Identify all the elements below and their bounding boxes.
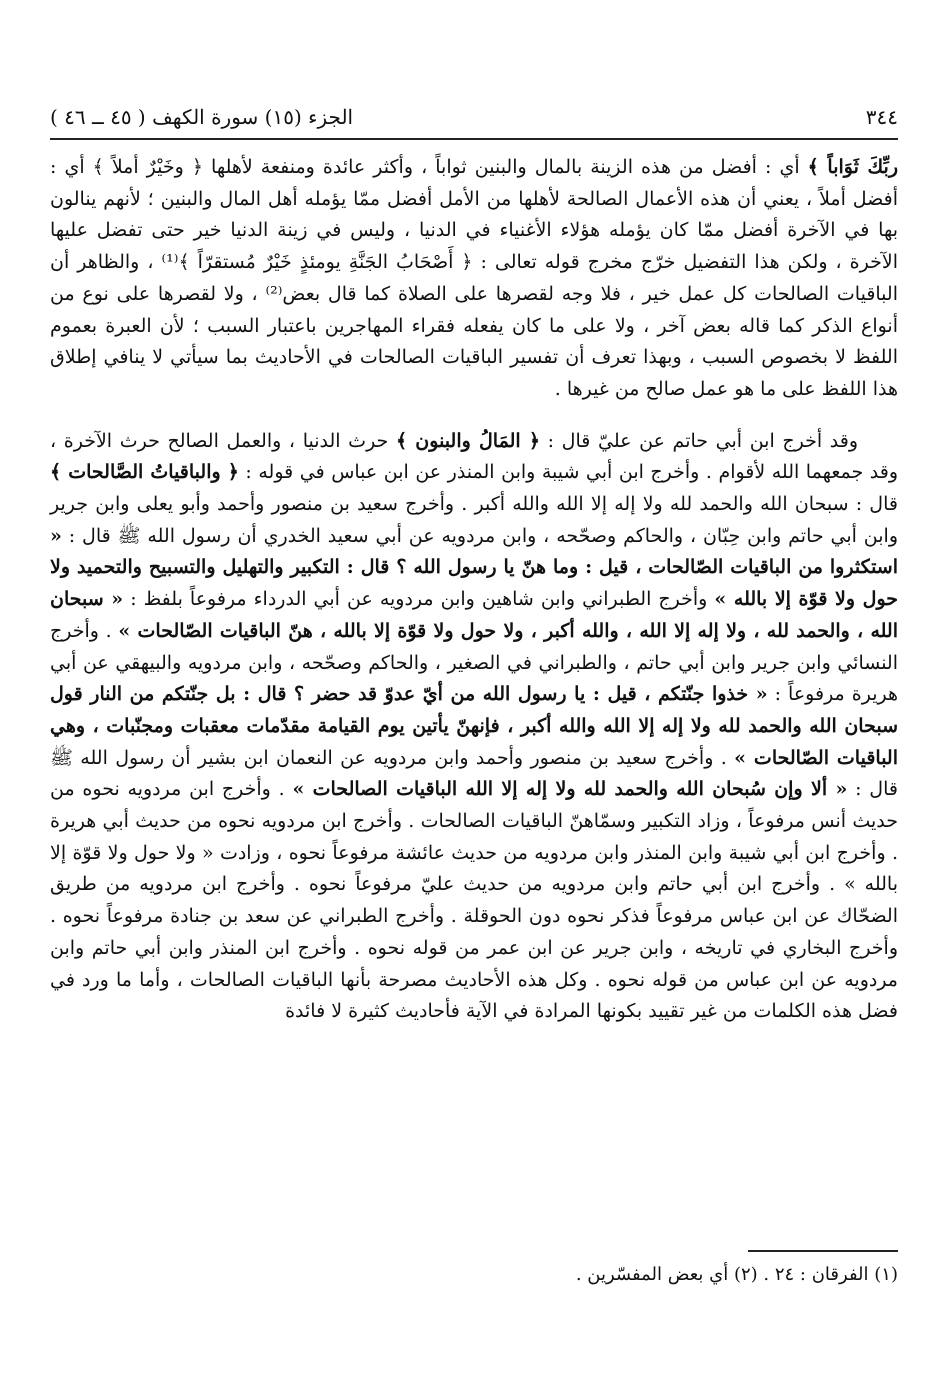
paragraph <box>50 152 898 406</box>
body-text: . وأخرج النسائي وابن جرير وابن أبي حاتم ، والطبراني في الصغير ، والحاكم وصحّحه ، وابن مردويه والبيهقي عن أبي هريرة مرفوعاً : <box>50 619 898 706</box>
quran-phrase: ﴿ والباقياتُ الصَّالحات ﴾ <box>50 461 239 484</box>
quran-phrase: ﴿ المَالُ والبنون ﴾ <box>395 429 540 452</box>
running-header <box>50 100 898 134</box>
body-text: وأخرج الطبراني وابن شاهين وابن مردويه عن أبي الدرداء مرفوعاً بلفظ : <box>130 588 708 611</box>
body-text: وقد أخرج ابن أبي حاتم عن عليّ قال : <box>547 429 859 452</box>
hadith-text: « استكثروا من الباقيات الصّالحات ، قيل : وما هنّ يا رسول الله ؟ قال : التكبير والتهليل والتسبيح والتحميد ولا حول ولا قوّة إلا بالله » <box>50 524 899 611</box>
quran-phrase: ربِّكَ ثَوَاباً ﴾ <box>807 156 898 178</box>
body-text: حرث الدنيا ، والعمل الصالح حرث الآخرة ، وقد جمعهما الله لأقوام . وأخرج ابن أبي شيبة وابن المنذر عن ابن عباس في قوله : <box>50 429 898 484</box>
body-text: أي : أفضل من هذه الزينة بالمال والبنين ثواباً ، وأكثر عائدة ومنفعة لأهلها ﴿ وخَيْرٌ أملاً ﴾ أي : أفضل أملاً ، يعني أن هذه الأعمال الصالحة لأهلها من الأمل أفضل ممّا يؤمله أهل المال والبنين ؛ لأنهم ينالون بها في الآخرة أفضل ممّا كان يؤمله هؤلاء الأغنياء في الدنيا ، وليس في زينة الدنيا خير حتى تفضل عليها الآخرة ، ولكن هذا التفضيل خرّج مخرج قوله تعالى : ﴿ أَصْحَابُ الجَنَّةِ يومئذٍ خَيْرٌ مُستقرّاً ﴾⁽¹⁾ ، والظاهر أن الباقيات الصالحات كل عمل خير ، فلا وجه لقصرها على الصلاة كما قال بعض⁽²⁾ ، ولا لقصرها على نوع من أنواع الذكر كما قاله بعض آخر ، ولا على ما كان يفعله فقراء المهاجرين باعتبار السبب ؛ لأن العبرة بعموم اللفظ لا بخصوص السبب ، وبهذا تعرف أن تفسير الباقيات الصالحات في الأحاديث بما سيأتي لا ينافي إطلاق هذا اللفظ على ما هو عمل صالح من غيرها . <box>50 156 898 400</box>
hadith-text: « خذوا جنّتكم ، قيل : يا رسول الله من أيّ عدوّ قد حضر ؟ قال : بل جنّتكم من النار قول سبحان الله والحمد لله ولا إله إلا الله والله أكبر ، فإنهنّ يأتين يوم القيامة مقدّمات معقبات ومجنّبات ، وهي الباقيات الصّالحات » <box>50 683 899 769</box>
header-rule <box>50 138 898 140</box>
running-title: الجزء (١٥) سورة الكهف ( ٤٥ ــ ٤٦ ) <box>50 105 354 129</box>
page-number: ٣٤٤ <box>865 105 898 129</box>
body-text: . وأخرج سعيد بن منصور وأحمد وابن مردويه عن النعمان ابن بشير أن رسول الله ﷺ قال : <box>50 746 898 801</box>
paragraph <box>50 426 898 1028</box>
footnote-rule <box>748 1250 898 1252</box>
main-text <box>50 152 898 1028</box>
body-text: . وأخرج ابن مردويه نحوه من حديث أنس مرفوعاً ، وزاد التكبير وسمّاهنّ الباقيات الصالحات . وأخرج ابن مردويه نحوه من حديث أبي هريرة . وأخرج ابن أبي شيبة وابن المنذر وابن مردويه من حديث عائشة مرفوعاً نحوه ، وزادت « ولا حول ولا قوّة إلا بالله » . وأخرج ابن أبي حاتم وابن مردويه من حديث عليّ مرفوعاً نحوه . وأخرج ابن مردويه من طريق الضحّاك عن ابن عباس مرفوعاً فذكر نحوه دون الحوقلة . وأخرج الطبراني عن سعد بن جنادة مرفوعاً نحوه . وأخرج البخاري في تاريخه ، وابن جرير عن ابن عمر من قوله نحوه . وأخرج ابن المنذر وابن أبي حاتم وابن مردويه عن ابن عباس من قوله نحوه . وكل هذه الأحاديث مصرحة بأنها الباقيات الصالحات ، وأما ما ورد في فضل هذه الكلمات من غير تقييد بكونها المرادة في الآية فأحاديث كثيرة لا فائدة <box>50 778 899 1023</box>
body-text: قال : سبحان الله والحمد لله ولا إله إلا الله والله أكبر . وأخرج سعيد بن منصور وأحمد وأبو يعلى وابن جرير وابن أبي حاتم وابن حِبّان ، والحاكم وصحّحه ، وابن مردويه عن أبي سعيد الخدري أن رسول الله ﷺ قال : <box>50 493 898 547</box>
footnotes: (١) الفرقان : ٢٤ . (٢) أي بعض المفسّرين . <box>575 1264 898 1285</box>
hadith-text: « سبحان الله ، والحمد لله ، ولا إله إلا الله ، والله أكبر ، ولا حول ولا قوّة إلا بالله ، هنّ الباقيات الصّالحات » <box>50 588 898 642</box>
hadith-text: « ألا وإن سُبحان الله والحمد لله ولا إله إلا الله الباقيات الصالحات » <box>292 778 848 801</box>
